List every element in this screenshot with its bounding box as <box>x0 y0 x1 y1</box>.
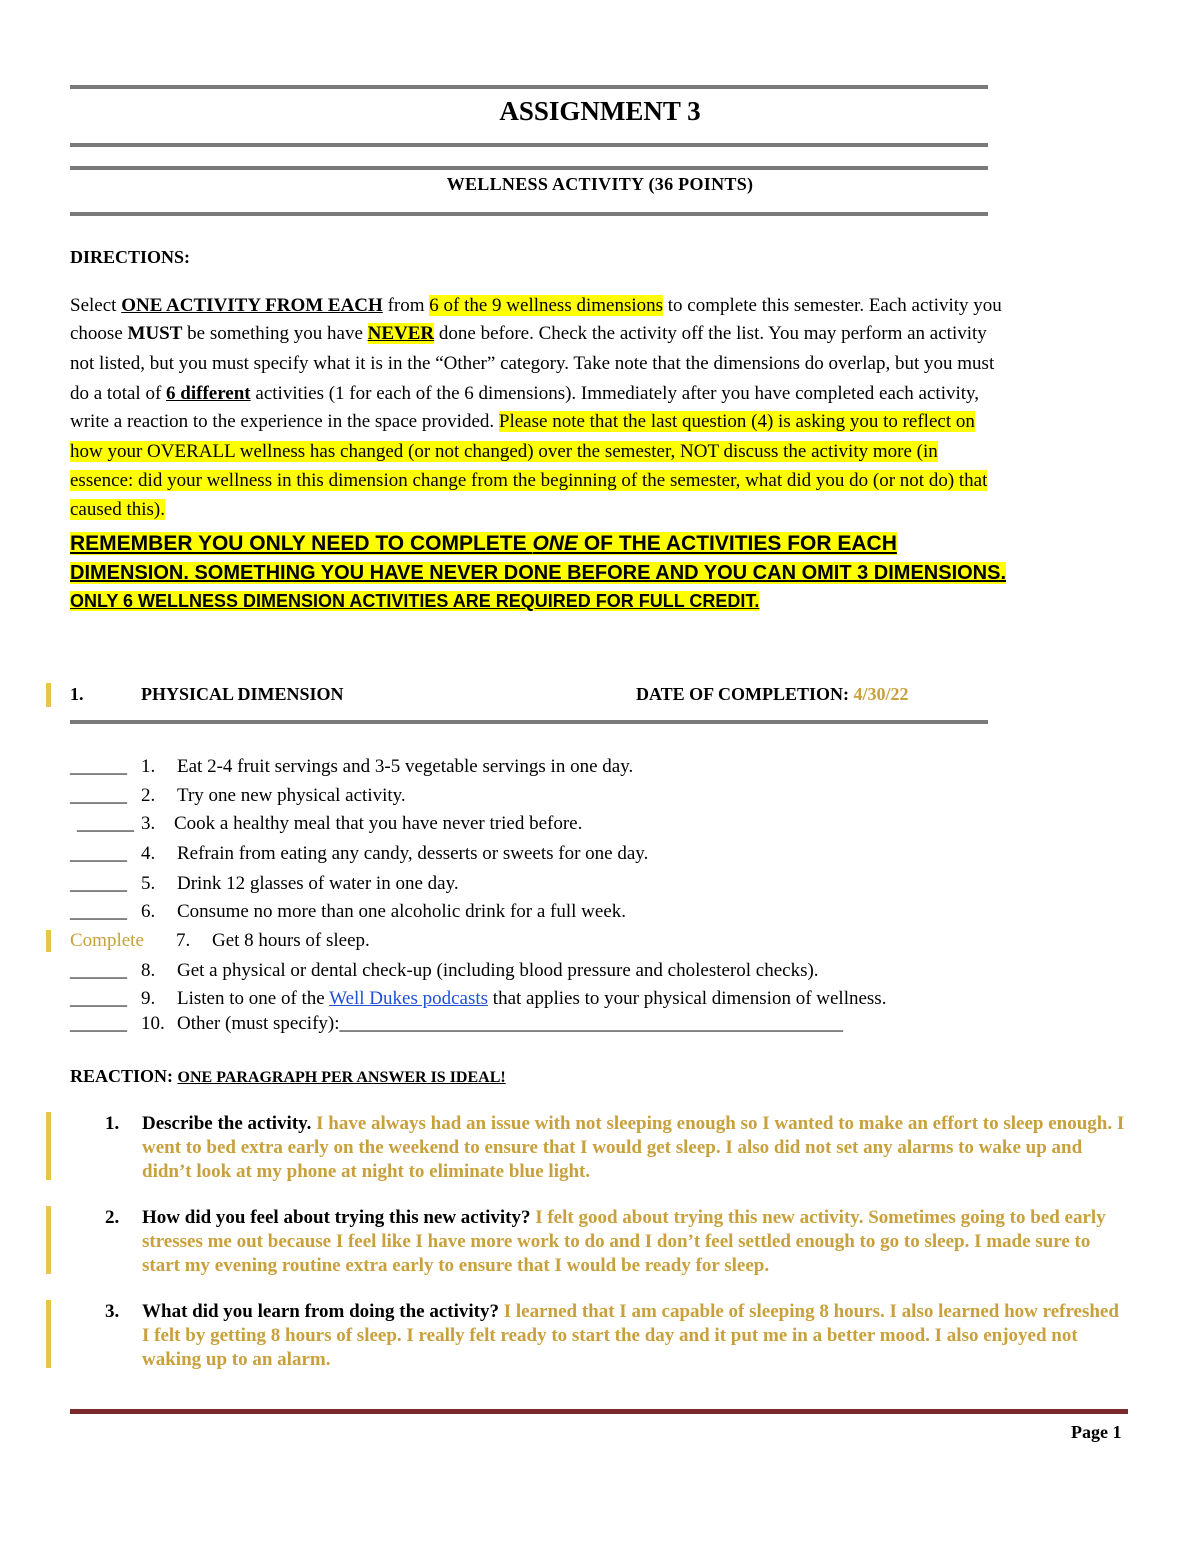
activity-number: 1. <box>141 756 156 777</box>
answer-text[interactable]: I felt good about trying this new activity. Sometimes going to bed early stresses me out because I feel like I have more work to do and I don’t feel settled enough to go to sleep. I made sure to start my evening routine extra early to ensure that I would be ready for sleep. <box>142 1207 1106 1276</box>
activity-number: 9. <box>141 988 156 1009</box>
activity-number: 3. <box>141 813 156 834</box>
header-rule-3 <box>70 166 988 170</box>
reaction-heading: REACTION: ONE PARAGRAPH PER ANSWER IS IDEAL! <box>70 1066 506 1086</box>
activity-text: Consume no more than one alcoholic drink for a full week. <box>177 901 627 922</box>
header-rule-top <box>70 85 988 89</box>
well-dukes-podcasts-link[interactable]: Well Dukes podcasts <box>329 988 489 1009</box>
header-rule-4 <box>70 212 988 216</box>
activity-number: 10. <box>141 1013 165 1034</box>
activity-complete-mark[interactable]: Complete <box>70 930 144 951</box>
activity-text: Listen to one of the Well Dukes podcasts that applies to your physical dimension of wellness. <box>177 988 887 1009</box>
activity-number: 6. <box>141 901 156 922</box>
directions-line-4: do a total of 6 different activities (1 for each of the 6 dimensions). Immediately after you have completed each activity, <box>70 383 980 404</box>
activity-check-blank[interactable]: ______ <box>70 756 127 777</box>
change-bar <box>46 1206 51 1274</box>
activity-text: Refrain from eating any candy, desserts or sweets for one day. <box>177 843 649 864</box>
change-bar <box>46 1300 51 1368</box>
header-rule-2 <box>70 143 988 147</box>
activity-text: Drink 12 glasses of water in one day. <box>177 873 459 894</box>
activity-check-blank[interactable]: ______ <box>70 843 127 864</box>
change-bar <box>46 930 51 952</box>
question-text: What did you learn from doing the activity? <box>142 1301 504 1322</box>
directions-line-3: not listed, but you must specify what it is in the “Other” category. Take note that the dimensions do overlap, but you must <box>70 353 995 374</box>
directions-label: DIRECTIONS: <box>70 247 191 267</box>
remember-line-1: REMEMBER YOU ONLY NEED TO COMPLETE ONE OF THE ACTIVITIES FOR EACH <box>70 532 897 555</box>
answer-text[interactable]: I have always had an issue with not sleeping enough so I wanted to make an effort to sleep enough. I went to bed extra early on the weekend to ensure that I would get sleep. I also did not set any alarms to wake up and didn’t look at my phone at night to eliminate blue light. <box>142 1113 1125 1182</box>
directions-line-1: Select ONE ACTIVITY FROM EACH from 6 of the 9 wellness dimensions to complete this semester. Each activity you <box>70 295 1002 316</box>
activity-number: 4. <box>141 843 156 864</box>
page-number: Page 1 <box>1071 1422 1122 1442</box>
directions-line-8: caused this). <box>70 499 165 520</box>
directions-line-2: choose MUST be something you have NEVER done before. Check the activity off the list. You may perform an activity <box>70 323 987 344</box>
activity-check-blank[interactable]: ______ <box>70 1013 127 1034</box>
activity-check-blank[interactable]: ______ <box>70 960 127 981</box>
directions-line-5: write a reaction to the experience in the space provided. Please note that the last question (4) is asking you to reflect on <box>70 411 975 432</box>
remember-line-2: DIMENSION. SOMETHING YOU HAVE NEVER DONE BEFORE AND YOU CAN OMIT 3 DIMENSIONS. <box>70 562 1007 584</box>
activity-check-blank[interactable]: ______ <box>70 785 127 806</box>
date-of-completion: DATE OF COMPLETION: 4/30/22 <box>636 684 909 704</box>
activity-text: Try one new physical activity. <box>177 785 406 806</box>
remember-line-3: ONLY 6 WELLNESS DIMENSION ACTIVITIES ARE REQUIRED FOR FULL CREDIT. <box>70 591 760 611</box>
question-text: How did you feel about trying this new activity? <box>142 1207 536 1228</box>
question-text: Describe the activity. <box>142 1113 317 1134</box>
directions-line-7: essence: did your wellness in this dimension change from the beginning of the semester, what did you do (or not do) that <box>70 470 988 491</box>
activity-text: Get 8 hours of sleep. <box>212 930 370 951</box>
activity-text: Eat 2-4 fruit servings and 3-5 vegetable servings in one day. <box>177 756 634 777</box>
activity-text: Cook a healthy meal that you have never tried before. <box>174 813 583 834</box>
section-rule <box>70 720 988 724</box>
activity-check-blank[interactable]: ______ <box>70 988 127 1009</box>
activity-number: 7. <box>176 930 191 951</box>
activity-number: 2. <box>141 785 156 806</box>
activity-text: Other (must specify):_____________________________________________________ <box>177 1013 844 1034</box>
change-bar <box>46 1112 51 1180</box>
activity-check-blank[interactable]: ______ <box>77 813 134 834</box>
answer-text[interactable]: I learned that I am capable of sleeping 8 hours. I also learned how refreshed I felt by getting 8 hours of sleep. I really felt ready to start the day and it put me in a better mood. I also enjoyed not waking up to an alarm. <box>142 1301 1119 1370</box>
section-number: 1. <box>70 684 84 704</box>
change-bar <box>46 683 51 707</box>
directions-line-6: how your OVERALL wellness has changed (or not changed) over the semester, NOT discuss the activity more (in <box>70 441 938 462</box>
activity-check-blank[interactable]: ______ <box>70 873 127 894</box>
activity-check-blank[interactable]: ______ <box>70 901 127 922</box>
activity-text: Get a physical or dental check-up (including blood pressure and cholesterol checks). <box>177 960 819 981</box>
activity-number: 8. <box>141 960 156 981</box>
reaction-question-3: 3. What did you learn from doing the activity? I learned that I am capable of sleeping 8 hours. I also learned how refreshed I felt by getting 8 hours of sleep. I really felt ready to start the day and it put me in a better mood. I also enjoyed not waking up to an alarm. <box>105 1301 1119 1370</box>
reaction-question-2: 2. How did you feel about trying this new activity? I felt good about trying this new activity. Sometimes going to bed early stresses me out because I feel like I have more work to do and I don’t feel settled enough to go to sleep. I made sure to start my evening routine extra early to ensure that I would be ready for sleep. <box>105 1207 1106 1276</box>
footer-rule <box>70 1409 1128 1414</box>
assignment-title: ASSIGNMENT 3 <box>499 96 701 126</box>
reaction-question-1: 1. Describe the activity. I have always had an issue with not sleeping enough so I wanted to make an effort to sleep enough. I went to bed extra early on the weekend to ensure that I would get sleep. I also did not set any alarms to wake up and didn’t look at my phone at night to eliminate blue light. <box>105 1113 1125 1182</box>
assignment-subtitle: WELLNESS ACTIVITY (36 POINTS) <box>446 174 754 194</box>
section-name: PHYSICAL DIMENSION <box>141 684 344 704</box>
activity-number: 5. <box>141 873 156 894</box>
